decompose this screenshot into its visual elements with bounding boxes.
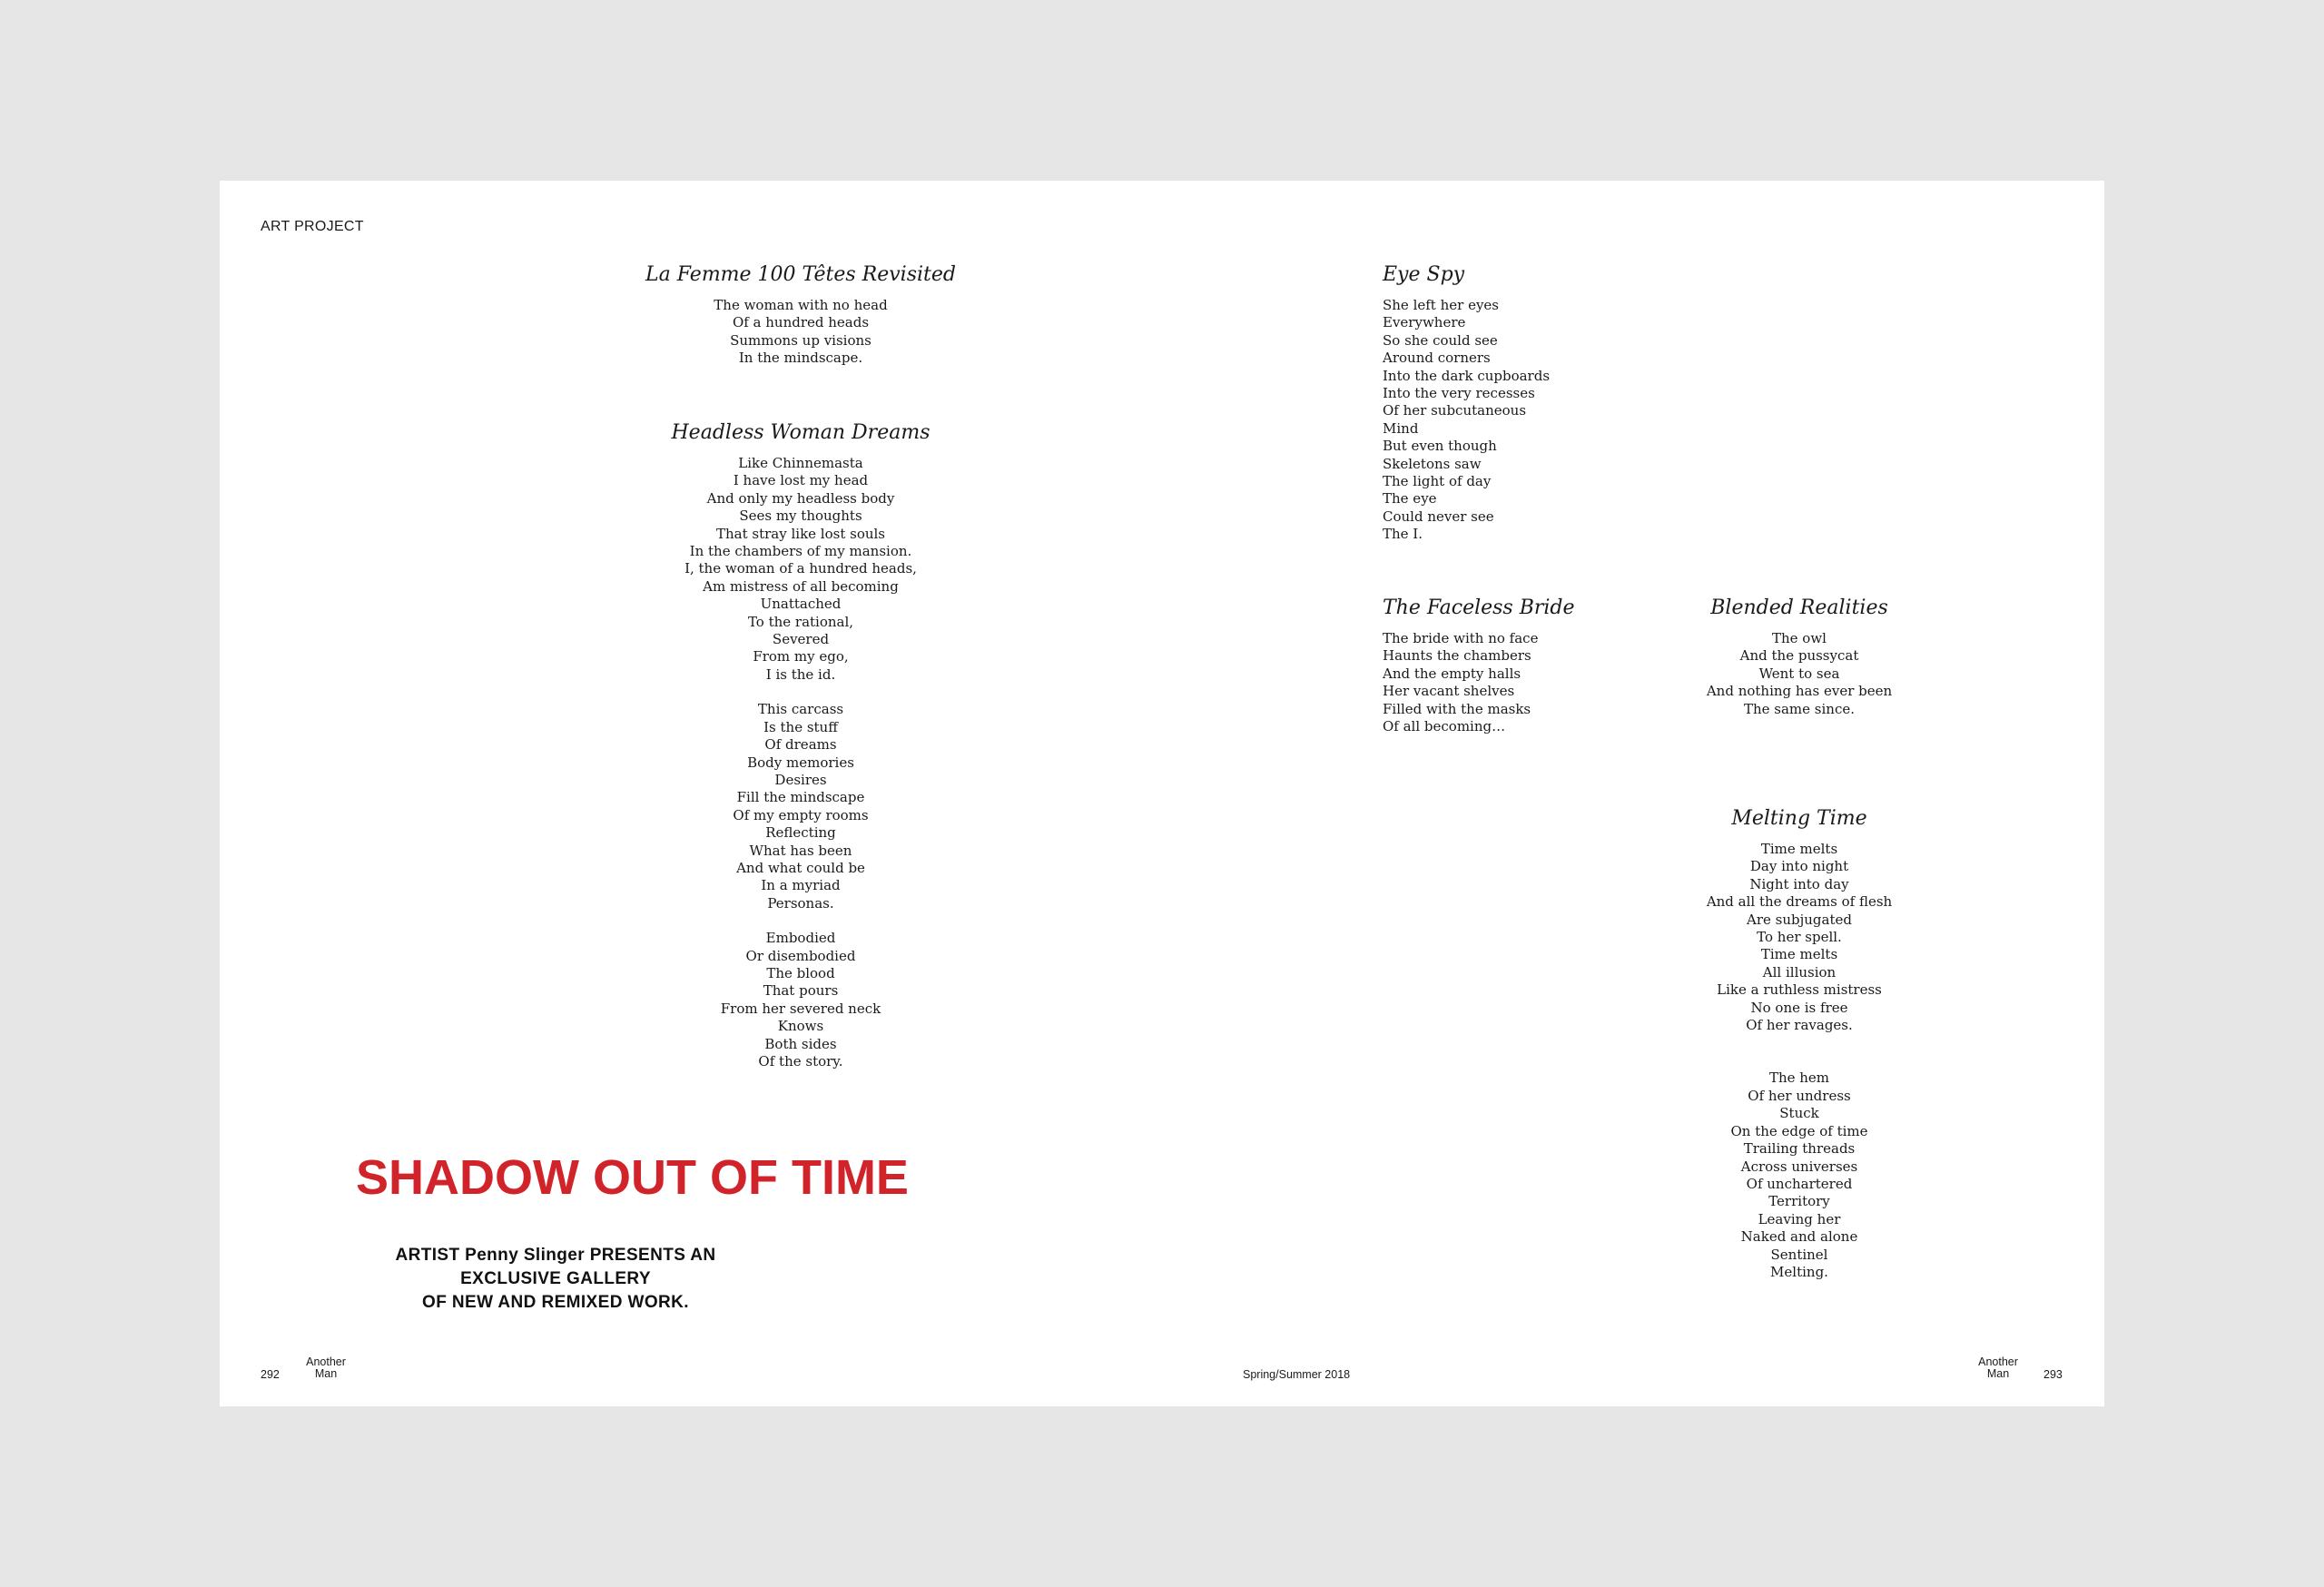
poem-line: In a myriad bbox=[761, 877, 841, 894]
poem-line: The owl bbox=[1772, 630, 1827, 646]
poem-line: That pours bbox=[763, 982, 839, 1000]
magazine-name-line: Man bbox=[314, 1367, 338, 1380]
poem-line: And all the dreams of flesh bbox=[1706, 893, 1893, 911]
poem-line: That stray like lost souls bbox=[715, 525, 886, 542]
poem-line: And only my headless body bbox=[706, 489, 895, 507]
magazine-spread bbox=[220, 181, 2104, 1406]
stanza-gap bbox=[619, 912, 982, 930]
poem-line: And the pussycat bbox=[1739, 647, 1859, 665]
poem-line: The hem bbox=[1768, 1070, 1830, 1087]
poem-line: Her vacant shelves bbox=[1383, 683, 1515, 700]
poem-line: What has been bbox=[749, 842, 852, 859]
standfirst-line: OF NEW AND REMIXED WORK. bbox=[422, 1293, 689, 1312]
poem-line: I is the id. bbox=[765, 665, 836, 683]
poem-line: Knows bbox=[777, 1018, 824, 1035]
poem-line: Of my empty rooms bbox=[733, 806, 869, 823]
poem-line: Reflecting bbox=[765, 824, 836, 842]
poem-line: This carcass bbox=[757, 701, 844, 718]
poem-line: I have lost my head bbox=[733, 472, 869, 489]
poem-line: So she could see bbox=[1383, 331, 1498, 349]
section-label: ART PROJECT bbox=[261, 219, 364, 234]
poem-line: Could never see bbox=[1383, 508, 1494, 525]
poem-line: She left her eyes bbox=[1383, 297, 1500, 313]
poem-line: Or disembodied bbox=[745, 947, 856, 964]
poem-line: Everywhere bbox=[1383, 314, 1466, 331]
poem-line: Time melts bbox=[1760, 841, 1838, 857]
poem-line: In the mindscape. bbox=[738, 350, 863, 367]
poem-line: Mind bbox=[1383, 419, 1419, 437]
poem-body bbox=[1383, 630, 1682, 735]
poem-blended-realities bbox=[1690, 596, 1908, 718]
poem-line: To her spell. bbox=[1757, 929, 1842, 946]
poem-headless-woman-dreams bbox=[619, 420, 982, 1070]
poem-title: Eye Spy bbox=[1383, 263, 1465, 286]
poem-line: Like a ruthless mistress bbox=[1717, 981, 1882, 999]
poem-line: Into the very recesses bbox=[1383, 385, 1535, 402]
poem-faceless-bride bbox=[1383, 596, 1682, 735]
magazine-name-line: Another bbox=[1978, 1355, 2018, 1368]
poem-line: Summons up visions bbox=[730, 331, 872, 349]
poem-line: And the empty halls bbox=[1383, 665, 1521, 682]
poem-line: Haunts the chambers bbox=[1383, 647, 1531, 665]
poem-line: From her severed neck bbox=[720, 1000, 881, 1017]
poem-line: But even though bbox=[1383, 438, 1497, 455]
poem-line: Into the dark cupboards bbox=[1383, 367, 1551, 384]
poem-line: Embodied bbox=[765, 930, 836, 947]
poem-line: I, the woman of a hundred heads, bbox=[684, 560, 917, 577]
poem-line: Night into day bbox=[1749, 875, 1849, 892]
poem-line: Is the stuff bbox=[763, 718, 838, 735]
poem-title: Blended Realities bbox=[1710, 596, 1888, 619]
poem-line: Of dreams bbox=[764, 736, 837, 754]
poem-line: Fill the mindscape bbox=[736, 789, 865, 806]
poem-line: Of her ravages. bbox=[1746, 1017, 1853, 1034]
magazine-name-right bbox=[1971, 1356, 2025, 1380]
poem-line: The light of day bbox=[1383, 473, 1492, 490]
stanza-gap bbox=[1690, 1034, 1908, 1070]
issue-date: Spring/Summer 2018 bbox=[1243, 1368, 1351, 1381]
stanza-gap bbox=[619, 684, 982, 701]
poem-line: Of her subcutaneous bbox=[1383, 402, 1527, 419]
poem-line: Of unchartered bbox=[1746, 1175, 1853, 1192]
poem-title: Melting Time bbox=[1731, 807, 1867, 830]
poem-line: All illusion bbox=[1762, 963, 1837, 981]
poem-line: And nothing has ever been bbox=[1706, 683, 1893, 700]
article-standfirst bbox=[356, 1244, 755, 1315]
poem-line: Of a hundred heads bbox=[732, 314, 870, 331]
poem-line: Sentinel bbox=[1770, 1246, 1828, 1263]
poem-line: No one is free bbox=[1750, 999, 1848, 1016]
poem-line: Melting. bbox=[1770, 1263, 1828, 1280]
poem-line: Naked and alone bbox=[1740, 1228, 1858, 1246]
page-number-right: 293 bbox=[2043, 1368, 2063, 1381]
poem-line: On the edge of time bbox=[1730, 1122, 1868, 1139]
poem-line: The bride with no face bbox=[1383, 630, 1539, 646]
poem-la-femme-100-tetes bbox=[619, 262, 982, 368]
poem-line: The woman with no head bbox=[714, 297, 888, 313]
poem-line: The I. bbox=[1383, 526, 1423, 543]
poem-line: Are subjugated bbox=[1747, 911, 1852, 928]
poem-line: Severed bbox=[772, 631, 830, 648]
poem-line: The blood bbox=[766, 964, 835, 981]
poem-body bbox=[1383, 297, 1682, 544]
page-number-left: 292 bbox=[261, 1368, 280, 1381]
poem-line: Leaving her bbox=[1758, 1210, 1841, 1227]
poem-line: Both sides bbox=[764, 1035, 837, 1052]
poem-body bbox=[1690, 841, 1908, 1281]
poem-line: Like Chinnemasta bbox=[738, 455, 863, 471]
poem-line: Went to sea bbox=[1758, 665, 1840, 682]
standfirst-line: ARTIST Penny Slinger PRESENTS AN EXCLUSIVE GALLERY bbox=[395, 1246, 716, 1288]
poem-line: Of the story. bbox=[758, 1053, 843, 1070]
magazine-name-line: Another bbox=[306, 1355, 346, 1368]
poem-body bbox=[619, 455, 982, 1070]
poem-line: Across universes bbox=[1740, 1158, 1858, 1175]
poem-line: Around corners bbox=[1383, 350, 1491, 367]
poem-line: Of all becoming… bbox=[1383, 718, 1506, 735]
poem-body bbox=[619, 297, 982, 368]
poem-line: Sees my thoughts bbox=[739, 508, 862, 525]
poem-title: The Faceless Bride bbox=[1383, 596, 1575, 619]
poem-line: Unattached bbox=[760, 596, 842, 613]
poem-line: From my ego, bbox=[753, 648, 849, 665]
poem-line: And what could be bbox=[736, 859, 865, 876]
poem-line: Am mistress of all becoming bbox=[703, 577, 899, 595]
poem-line: Territory bbox=[1768, 1193, 1830, 1210]
poem-line: Of her undress bbox=[1748, 1087, 1851, 1104]
poem-eye-spy bbox=[1383, 262, 1682, 544]
magazine-name-left bbox=[299, 1356, 353, 1380]
poem-line: Personas. bbox=[767, 894, 834, 912]
poem-line: Day into night bbox=[1749, 858, 1849, 875]
poem-title: La Femme 100 Têtes Revisited bbox=[645, 263, 956, 286]
poem-line: Time melts bbox=[1760, 946, 1838, 963]
poem-line: To the rational, bbox=[747, 613, 854, 630]
poem-line: Desires bbox=[774, 771, 827, 788]
poem-body bbox=[1690, 630, 1908, 718]
poem-line: Trailing threads bbox=[1743, 1140, 1856, 1158]
article-headline: SHADOW OUT OF TIME bbox=[356, 1150, 909, 1205]
poem-line: Stuck bbox=[1779, 1105, 1819, 1122]
poem-melting-time bbox=[1690, 806, 1908, 1281]
poem-title: Headless Woman Dreams bbox=[671, 421, 931, 444]
poem-line: Filled with the masks bbox=[1383, 700, 1531, 717]
poem-line: The eye bbox=[1383, 490, 1437, 508]
poem-line: Body memories bbox=[747, 754, 854, 771]
poem-line: Skeletons saw bbox=[1383, 455, 1482, 472]
poem-line: The same since. bbox=[1743, 700, 1856, 717]
poem-line: In the chambers of my mansion. bbox=[689, 543, 912, 560]
magazine-name-line: Man bbox=[1986, 1367, 2010, 1380]
